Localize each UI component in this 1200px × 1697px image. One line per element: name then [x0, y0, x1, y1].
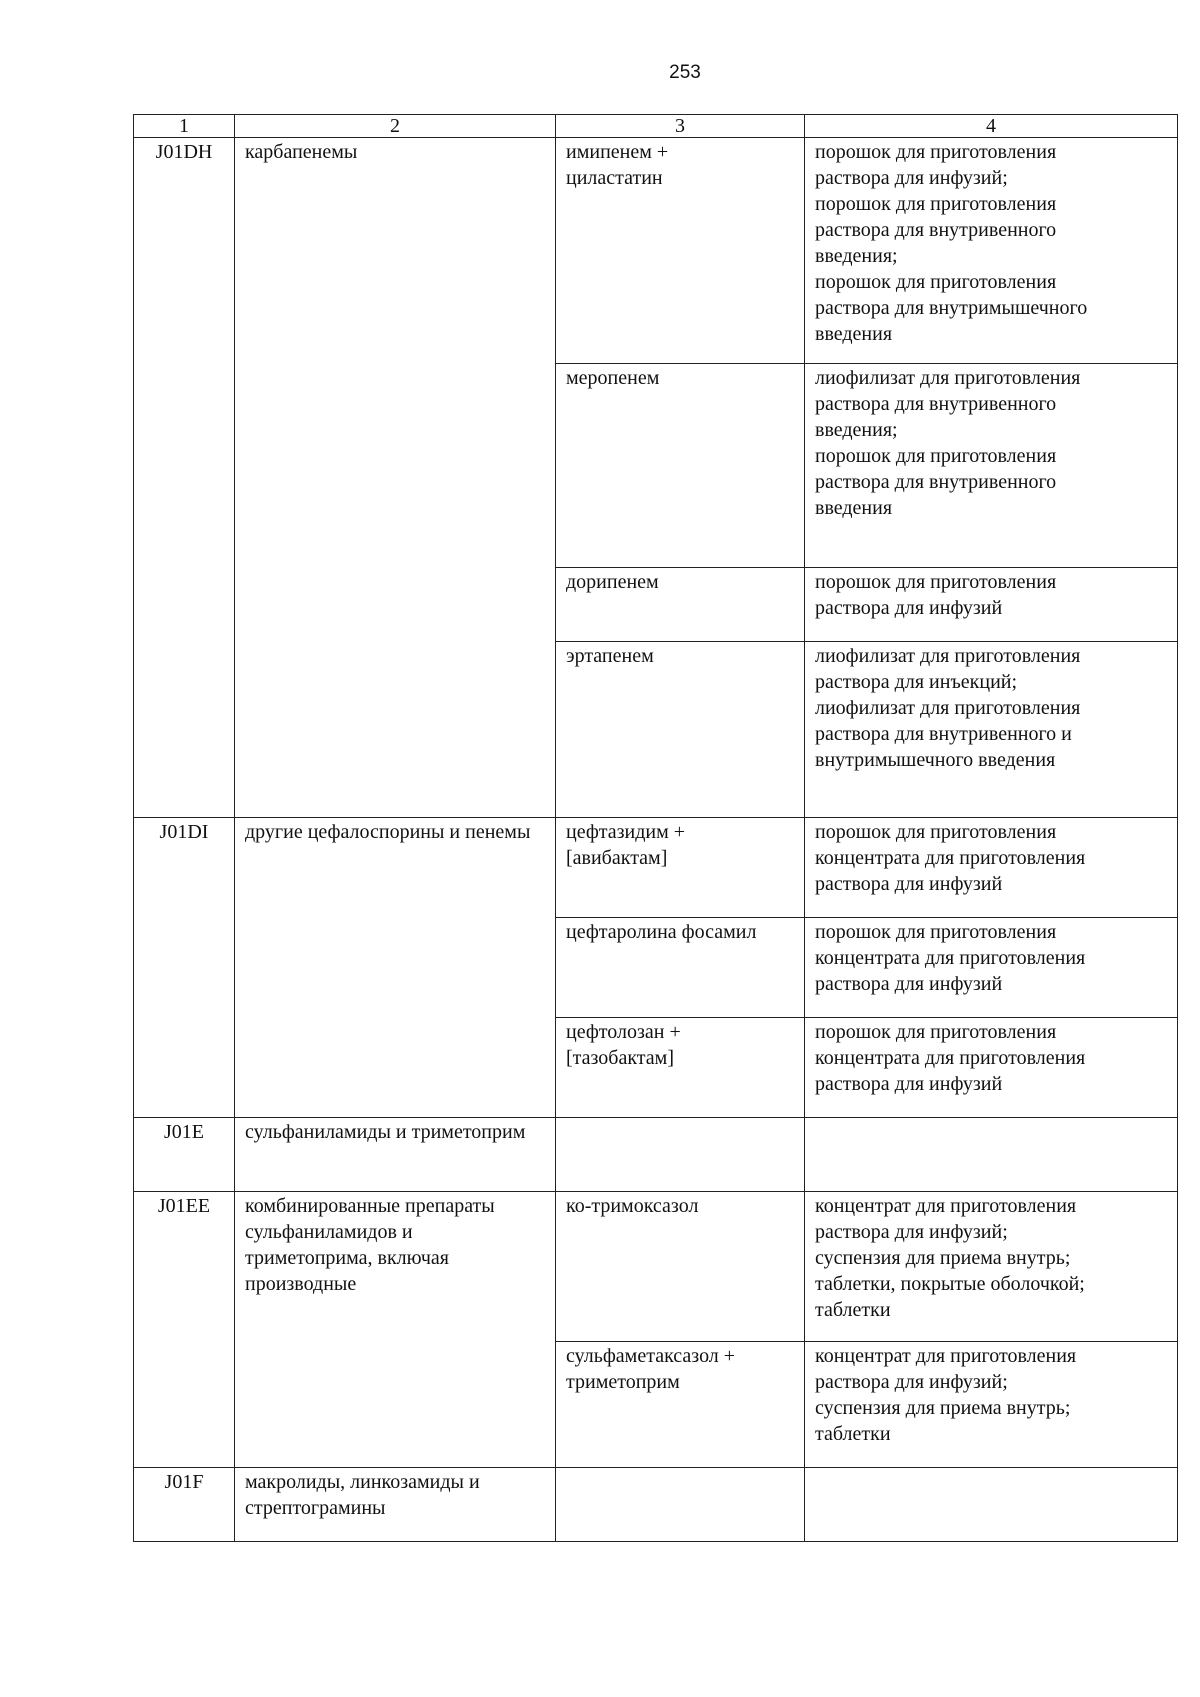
dosage-form-cell	[805, 818, 1178, 918]
cell-line: раствора для инъекций;	[815, 671, 1018, 693]
drug-name-cell	[556, 818, 805, 918]
cell-line: дорипенем	[566, 571, 659, 593]
column-header: 4	[805, 115, 1178, 138]
drug-name-cell	[556, 364, 805, 568]
cell-line: концентрат для приготовления	[815, 1195, 1077, 1217]
drug-name-cell	[556, 1342, 805, 1468]
cell-line: таблетки	[815, 1299, 891, 1321]
cell-line: раствора для внутримышечного	[815, 297, 1088, 319]
drug-name-cell	[556, 1118, 805, 1192]
drug-name-cell	[556, 918, 805, 1018]
cell-line: раствора для инфузий;	[815, 167, 1008, 189]
atc-code-cell: J01EE	[134, 1192, 235, 1468]
cell-line: цефтолозан +	[566, 1021, 681, 1043]
cell-line: введения	[815, 497, 893, 519]
cell-line: введения;	[815, 419, 898, 441]
cell-line: раствора для внутривенного	[815, 219, 1057, 241]
cell-line: суспензия для приема внутрь;	[815, 1397, 1071, 1419]
cell-line: раствора для внутривенного	[815, 471, 1057, 493]
column-header: 3	[556, 115, 805, 138]
cell-line: раствора для инфузий	[815, 1073, 1003, 1095]
cell-line: триметоприм	[566, 1371, 680, 1393]
table-row	[134, 818, 1178, 918]
table-row	[134, 138, 1178, 364]
atc-code-cell: J01DI	[134, 818, 235, 1118]
cell-line: циластатин	[566, 167, 663, 189]
page-number: 253	[669, 62, 701, 83]
cell-line: [авибактам]	[566, 847, 668, 869]
dosage-form-cell	[805, 1192, 1178, 1342]
cell-line: введения	[815, 323, 893, 345]
dosage-form-cell	[805, 1342, 1178, 1468]
drug-name-cell	[556, 1192, 805, 1342]
cell-line: концентрата для приготовления	[815, 847, 1086, 869]
cell-line: концентрата для приготовления	[815, 1047, 1086, 1069]
group-name-cell: карбапенемы	[235, 138, 556, 818]
dosage-form-cell	[805, 568, 1178, 642]
atc-code-cell: J01F	[134, 1468, 235, 1542]
cell-line: порошок для приготовления	[815, 141, 1057, 163]
cell-line: раствора для инфузий	[815, 973, 1003, 995]
table-header-row	[134, 115, 1178, 138]
drug-name-cell	[556, 642, 805, 818]
cell-line: раствора для внутривенного и	[815, 723, 1072, 745]
cell-line: порошок для приготовления	[815, 921, 1057, 943]
cell-line: лиофилизат для приготовления	[815, 697, 1081, 719]
cell-line: порошок для приготовления	[815, 445, 1057, 467]
cell-line: эртапенем	[566, 645, 654, 667]
cell-line: лиофилизат для приготовления	[815, 645, 1081, 667]
cell-line: сульфаметаксазол +	[566, 1345, 736, 1367]
cell-line: имипенем +	[566, 141, 669, 163]
cell-line: концентрата для приготовления	[815, 947, 1086, 969]
table-row	[134, 1468, 1178, 1542]
drug-name-cell	[556, 1018, 805, 1118]
cell-line: раствора для внутривенного	[815, 393, 1057, 415]
cell-line: раствора для инфузий;	[815, 1371, 1008, 1393]
group-name-cell: макролиды, линкозамиды и стрептограмины	[235, 1468, 556, 1542]
table-row	[134, 1118, 1178, 1192]
cell-line: внутримышечного введения	[815, 749, 1056, 771]
cell-line: концентрат для приготовления	[815, 1345, 1077, 1367]
column-header: 2	[235, 115, 556, 138]
atc-code-cell: J01DH	[134, 138, 235, 818]
dosage-form-cell	[805, 1468, 1178, 1542]
cell-line: суспензия для приема внутрь;	[815, 1247, 1071, 1269]
dosage-form-cell	[805, 1018, 1178, 1118]
group-name-cell: сульфаниламиды и триметоприм	[235, 1118, 556, 1192]
cell-line: раствора для инфузий	[815, 597, 1003, 619]
cell-line: раствора для инфузий	[815, 873, 1003, 895]
cell-line: таблетки	[815, 1423, 891, 1445]
dosage-form-cell	[805, 642, 1178, 818]
drug-name-cell	[556, 568, 805, 642]
cell-line: лиофилизат для приготовления	[815, 367, 1081, 389]
cell-line: меропенем	[566, 367, 660, 389]
dosage-form-cell	[805, 1118, 1178, 1192]
cell-line: порошок для приготовления	[815, 271, 1057, 293]
atc-code-cell: J01E	[134, 1118, 235, 1192]
cell-line: порошок для приготовления	[815, 571, 1057, 593]
cell-line: цефтаролина фосамил	[566, 921, 757, 943]
cell-line: порошок для приготовления	[815, 821, 1057, 843]
column-header: 1	[134, 115, 235, 138]
group-name-cell: комбинированные препараты сульфаниламидов и триметоприма, включая производные	[235, 1192, 556, 1468]
cell-line: введения;	[815, 245, 898, 267]
dosage-form-cell	[805, 364, 1178, 568]
cell-line: раствора для инфузий;	[815, 1221, 1008, 1243]
cell-line: [тазобактам]	[566, 1047, 674, 1069]
cell-line: ко-тримоксазол	[566, 1195, 699, 1217]
cell-line: порошок для приготовления	[815, 193, 1057, 215]
group-name-cell: другие цефалоспорины и пенемы	[235, 818, 556, 1118]
dosage-form-cell	[805, 918, 1178, 1018]
drug-table	[133, 114, 1178, 1542]
dosage-form-cell	[805, 138, 1178, 364]
cell-line: порошок для приготовления	[815, 1021, 1057, 1043]
cell-line: таблетки, покрытые оболочкой;	[815, 1273, 1085, 1295]
table-row	[134, 1192, 1178, 1342]
drug-name-cell	[556, 1468, 805, 1542]
drug-name-cell	[556, 138, 805, 364]
cell-line: цефтазидим +	[566, 821, 686, 843]
